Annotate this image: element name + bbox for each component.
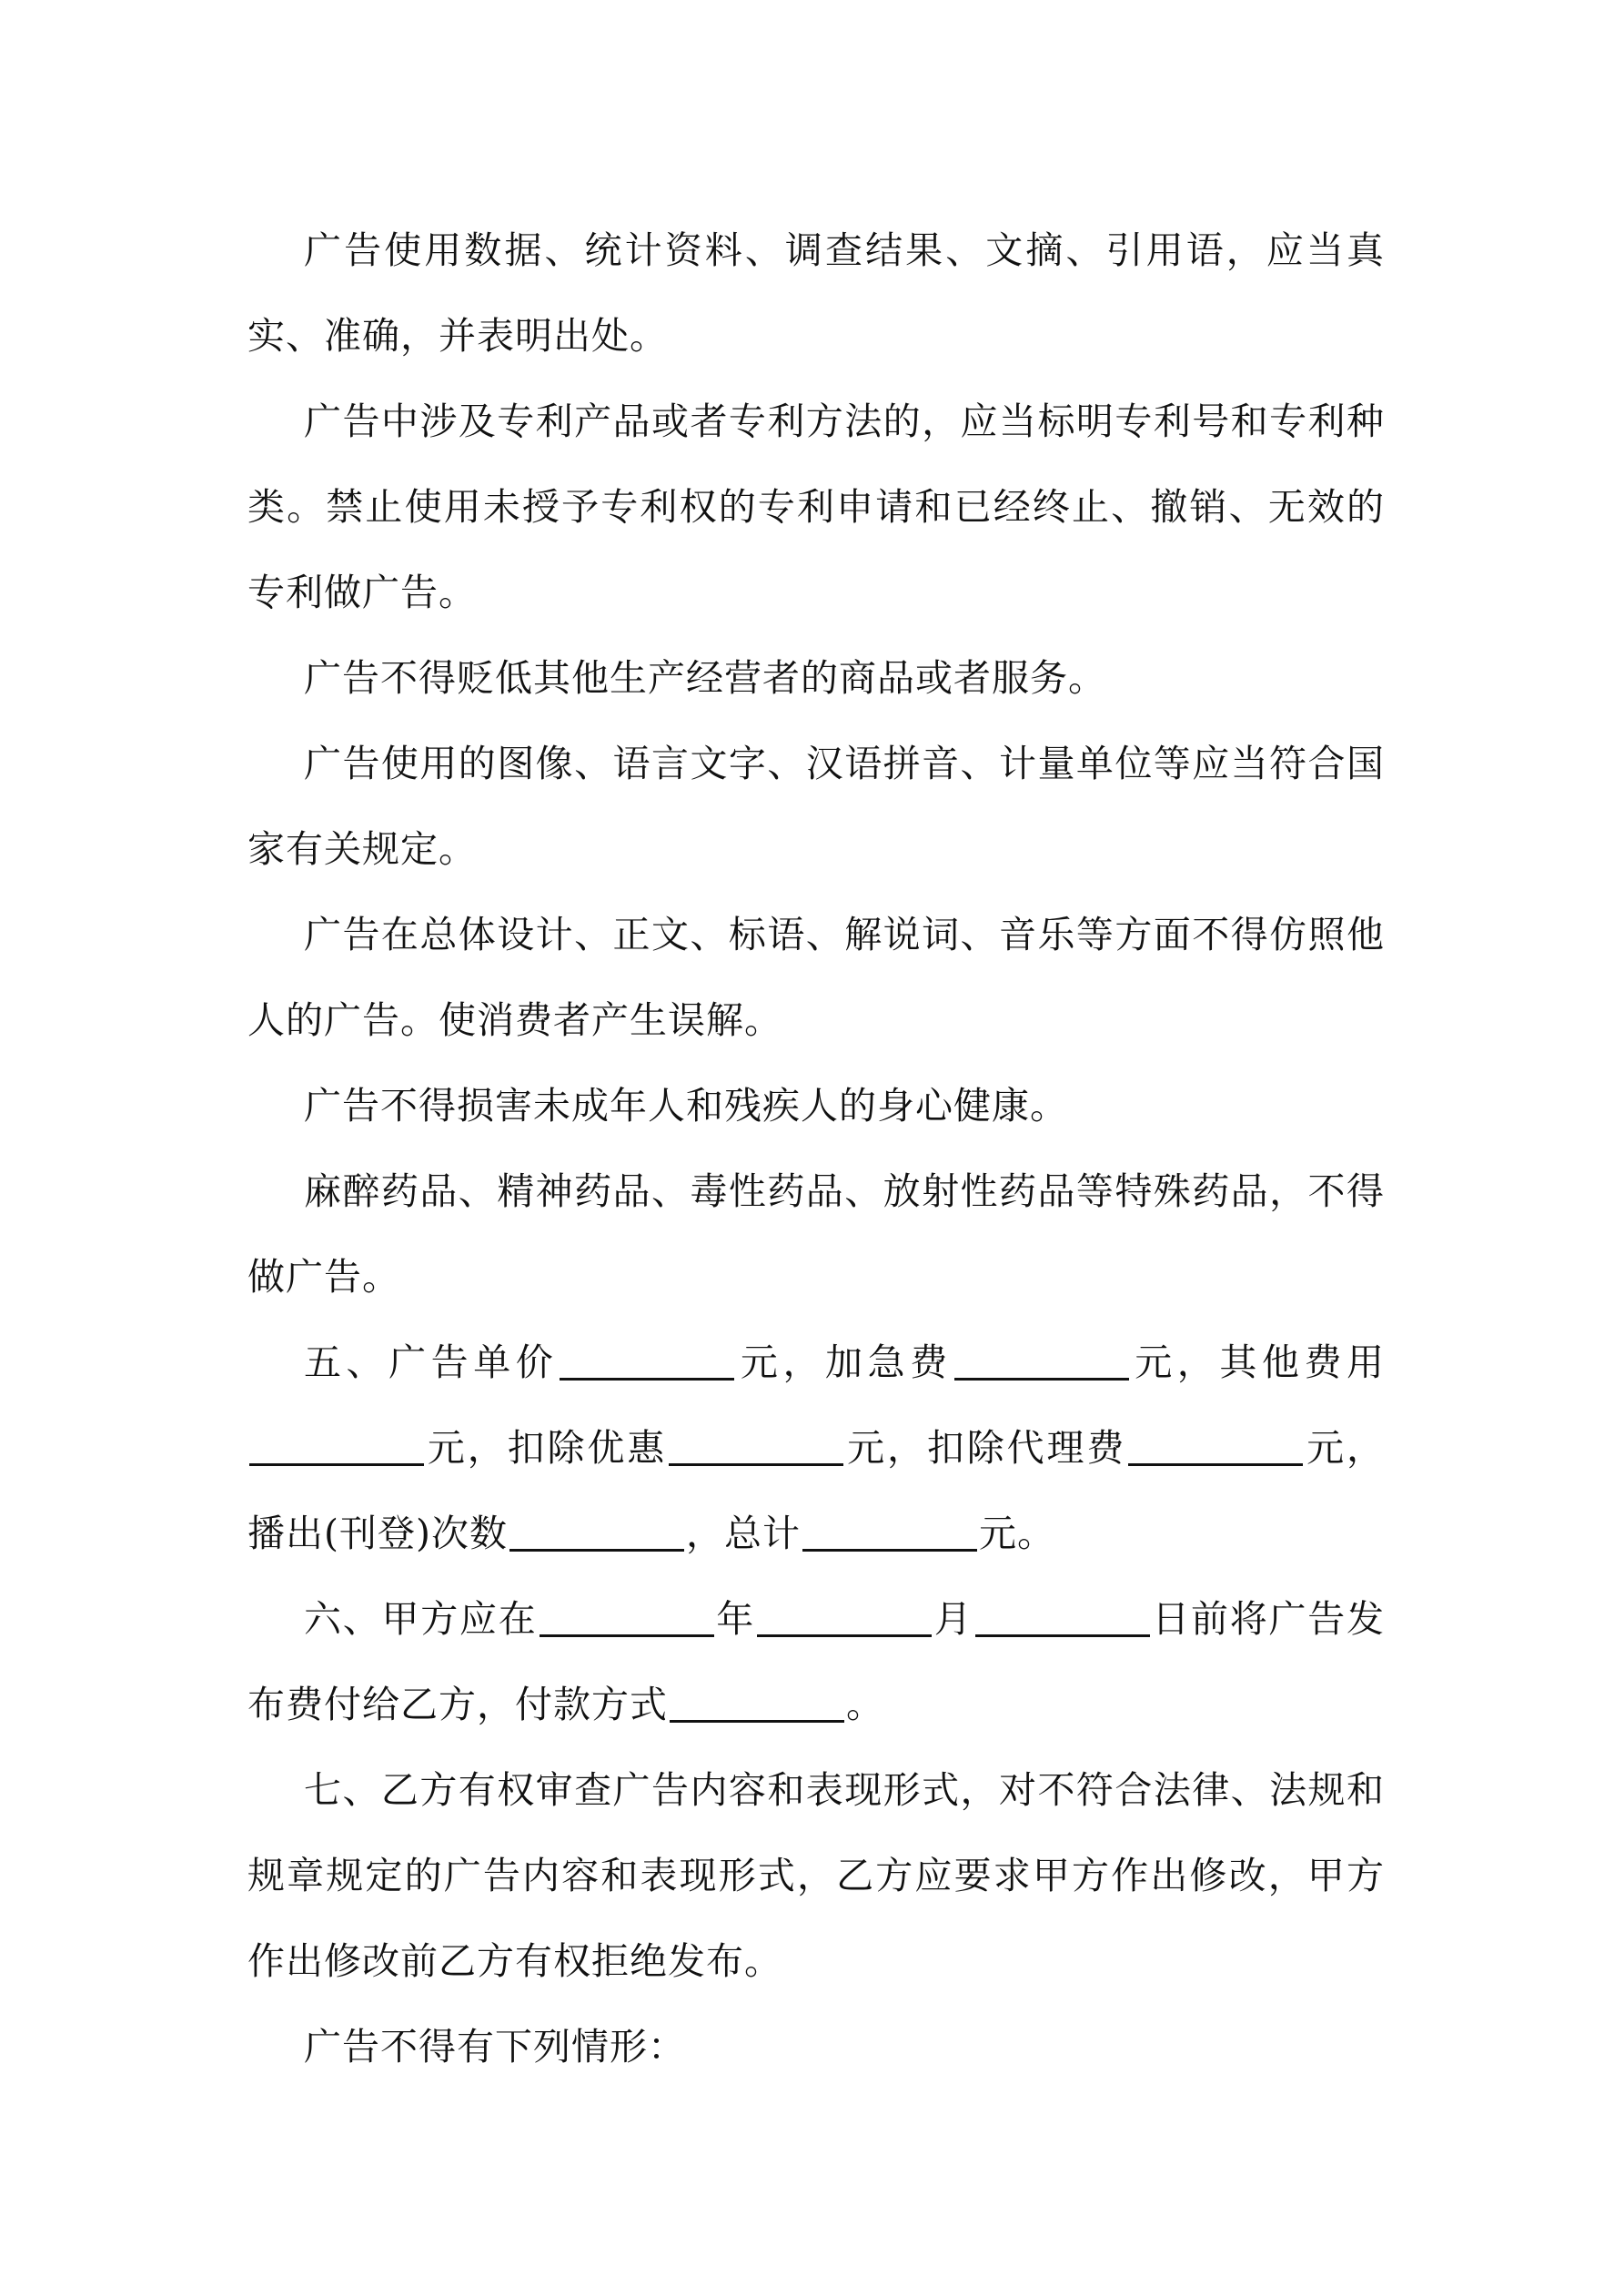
blank-unit-price xyxy=(560,1340,734,1381)
blank-total xyxy=(802,1512,977,1552)
blank-agency-fee xyxy=(1128,1426,1303,1466)
fee-label-rush: 元，加急费 xyxy=(736,1340,953,1384)
fee-label-discount: 元，扣除优惠 xyxy=(426,1426,668,1470)
fee-label-end: 元。 xyxy=(979,1512,1055,1555)
payment-label-end: 。 xyxy=(846,1683,884,1726)
clause-review: 七、乙方有权审查广告内容和表现形式，对不符合法律、法规和规章规定的广告内容和表现形式，乙方应要求甲方作出修改，甲方作出修改前乙方有权拒绝发布。 xyxy=(247,1768,1385,1983)
blank-day xyxy=(975,1597,1150,1637)
payment-label-month: 月 xyxy=(933,1597,973,1641)
blank-broadcast-count xyxy=(509,1512,684,1552)
blank-other-fee xyxy=(249,1426,424,1466)
blank-month xyxy=(757,1597,932,1637)
paragraph-language-standards: 广告使用的图像、语言文字、汉语拼音、计量单位等应当符合国家有关规定。 xyxy=(247,742,1385,871)
fee-label-agency: 元，扣除代理费 xyxy=(845,1426,1127,1470)
blank-discount xyxy=(669,1426,843,1466)
paragraph-no-disparage: 广告不得贬低其他生产经营者的商品或者服务。 xyxy=(304,656,1106,700)
document-body xyxy=(247,207,1385,2089)
fee-label-other: 元，其他费用 xyxy=(1130,1340,1386,1384)
paragraph-special-drugs: 麻醉药品、精神药品、毒性药品、放射性药品等特殊药品，不得做广告。 xyxy=(247,1169,1385,1299)
paragraph-patent: 广告中涉及专利产品或者专利方法的，应当标明专利号和专利种类。禁止使用未授予专利权的专利申请和已经终止、撤销、无效的专利做广告。 xyxy=(247,400,1385,614)
blank-year xyxy=(540,1597,714,1637)
clause-payment xyxy=(247,1576,1385,1747)
fee-label-unit-price: 五、广告单价 xyxy=(304,1340,559,1384)
fee-label-count: 元，播出(刊登)次数 xyxy=(247,1426,1386,1555)
paragraph-no-imitation: 广告在总体设计、正文、标语、解说词、音乐等方面不得仿照他人的广告。使消费者产生误解。 xyxy=(247,913,1385,1042)
blank-rush-fee xyxy=(954,1340,1129,1381)
paragraph-data-sources: 广告使用数据、统计资料、调查结果、文摘、引用语，应当真实、准确，并表明出处。 xyxy=(247,228,1385,358)
blank-payment-method xyxy=(670,1683,844,1723)
payment-label-year: 年 xyxy=(715,1597,755,1641)
payment-label-method: 日前将广告发布费付给乙方，付款方式 xyxy=(247,1597,1385,1726)
paragraph-prohibited-intro: 广告不得有下列情形： xyxy=(304,2025,686,2068)
payment-label-start: 六、甲方应在 xyxy=(304,1597,538,1641)
clause-fees xyxy=(247,1320,1385,1576)
fee-label-total: ，总计 xyxy=(686,1512,801,1555)
paragraph-minors: 广告不得损害未成年人和残疾人的身心健康。 xyxy=(304,1084,1068,1128)
